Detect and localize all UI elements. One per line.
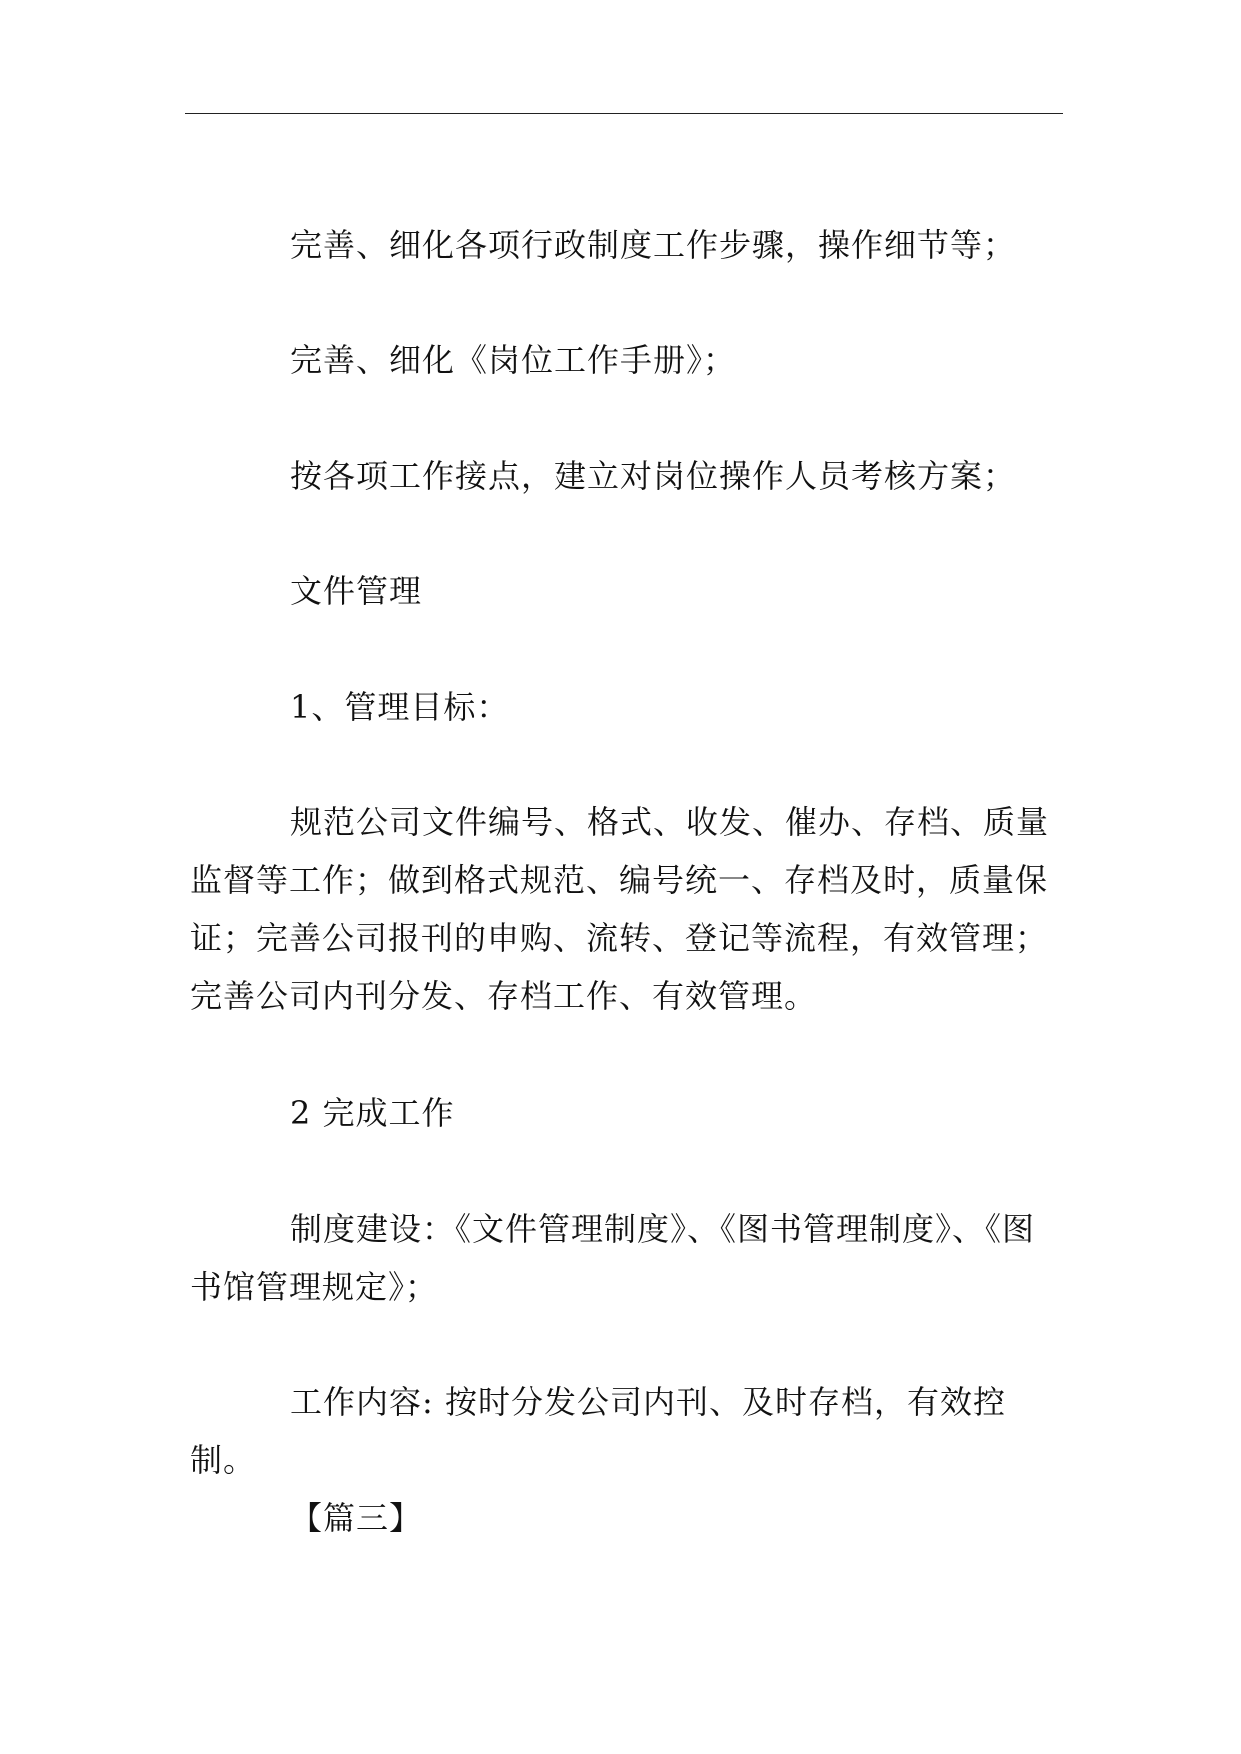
subheading-completed-work: 2 完成工作: [290, 1094, 455, 1132]
paragraph-system-building: 制度建设：《文件管理制度》、《图书管理制度》、《图书馆管理规定》；: [190, 1210, 1036, 1306]
section-heading-file-management: 文件管理: [290, 572, 423, 610]
section-label-part-three: 【篇三】: [290, 1499, 423, 1537]
paragraph-management-goals-body: 规范公司文件编号、格式、收发、催办、存档、质量监督等工作；做到格式规范、编号统一、存档及时，质量保证；完善公司报刊的申购、流转、登记等流程，有效管理；完善公司内刊分发、存档工作、有效管理。: [190, 803, 1050, 1015]
paragraph-assessment-plan: 按各项工作接点，建立对岗位操作人员考核方案；: [290, 457, 1017, 495]
paragraph-work-content: 工作内容: 按时分发公司内刊、及时存档，有效控制。: [190, 1383, 1006, 1479]
paragraph-admin-procedures: 完善、细化各项行政制度工作步骤，操作细节等；: [290, 226, 1017, 264]
subheading-management-goals: 1、管理目标：: [290, 688, 510, 726]
paragraph-job-manual: 完善、细化《岗位工作手册》；: [290, 341, 737, 379]
header-rule: [185, 113, 1063, 114]
